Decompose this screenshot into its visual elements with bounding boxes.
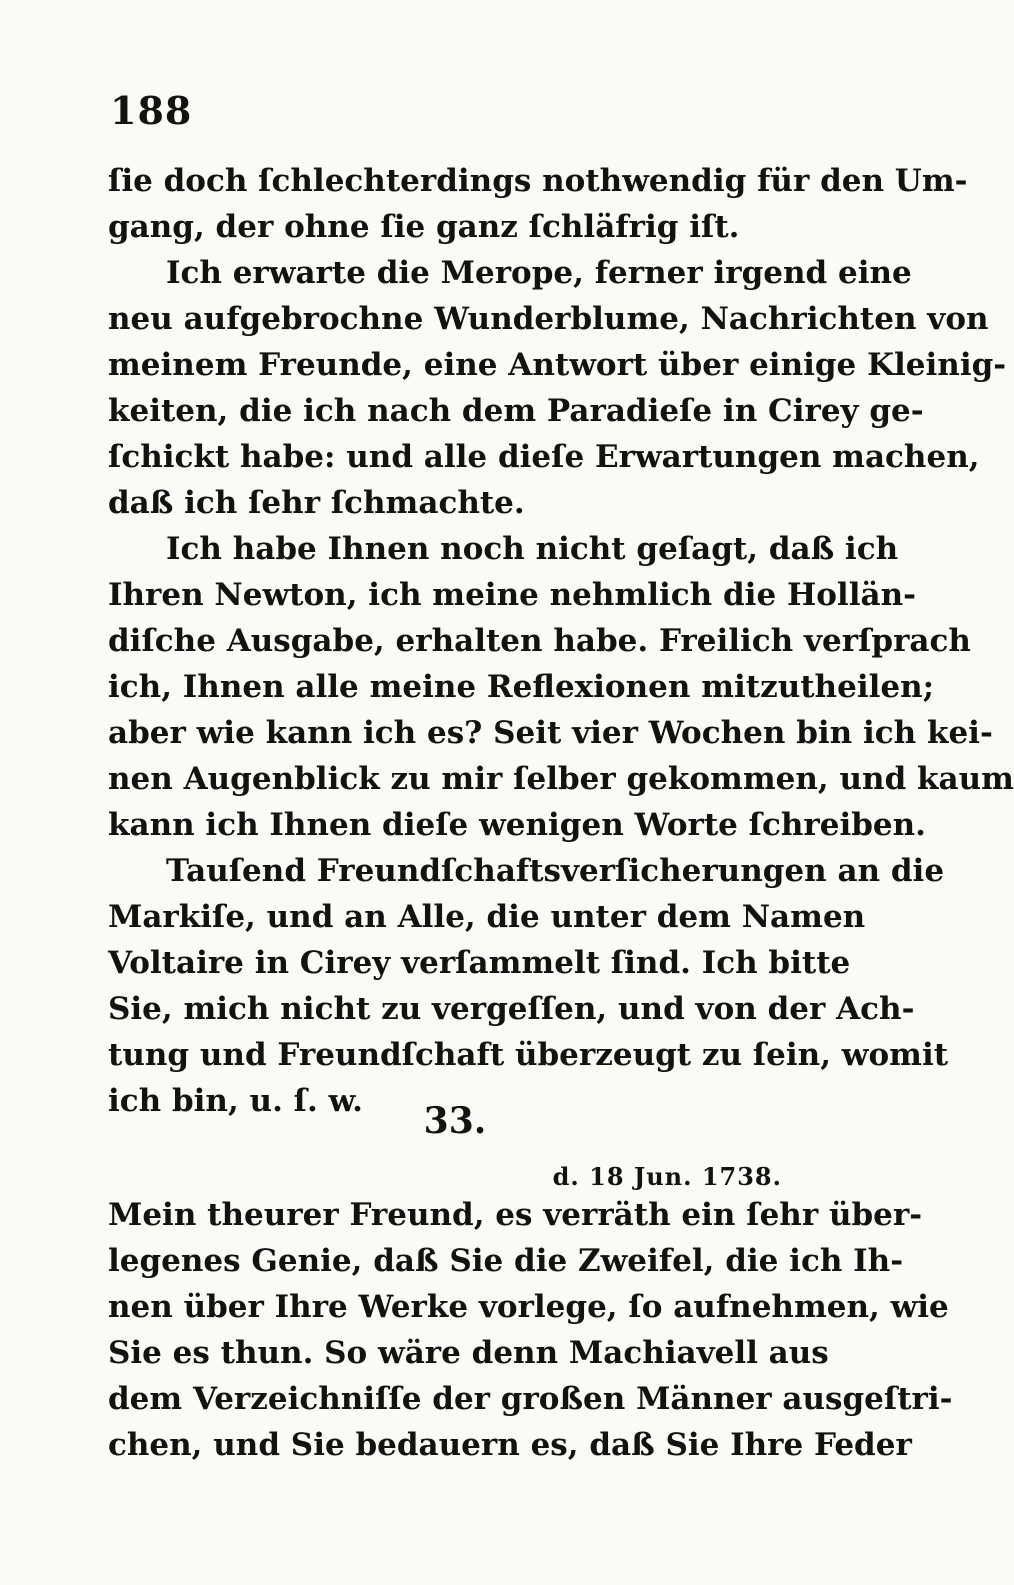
text-line: Ihren Newton, ich meine nehmlich die Hollän- (108, 577, 916, 613)
text-line: kann ich Ihnen dieſe wenigen Worte ſchreiben. (108, 807, 926, 843)
text-line: ſie doch ſchlechterdings nothwendig für den Um- (108, 163, 968, 199)
page-number: 188 (110, 88, 193, 133)
text-line: Tauſend Freundſchaftsverſicherungen an die (166, 853, 945, 889)
text-line: Markiſe, und an Alle, die unter dem Namen (108, 899, 866, 935)
text-line: meinem Freunde, eine Antwort über einige Kleinig- (108, 347, 1007, 383)
text-line: keiten, die ich nach dem Paradieſe in Cirey ge- (108, 393, 924, 429)
letter-dateline: d. 18 Jun. 1738. (552, 1162, 782, 1191)
text-line: Ich erwarte die Merope, ferner irgend eine (166, 255, 912, 291)
text-line: ſchickt habe: und alle dieſe Erwartungen machen, (108, 439, 980, 475)
text-line: Sie es thun. So wäre denn Machiavell aus (108, 1335, 829, 1371)
text-line: Ich habe Ihnen noch nicht geſagt, daß ich (166, 531, 899, 567)
letter-33-opening (108, 1192, 953, 1468)
text-line: nen über Ihre Werke vorlege, ſo aufnehmen, wie (108, 1289, 949, 1325)
text-line: legenes Genie, daß Sie die Zweifel, die ich Ih- (108, 1243, 904, 1279)
text-line: neu aufgebrochne Wunderblume, Nachrichten von (108, 301, 989, 337)
text-line: gang, der ohne ſie ganz ſchläfrig iſt. (108, 209, 740, 245)
text-line: dem Verzeichniſſe der großen Männer ausgeſtri- (108, 1381, 953, 1417)
text-line: Voltaire in Cirey verſammelt ſind. Ich bitte (108, 945, 851, 981)
text-line: ich bin, u. ſ. w. (108, 1083, 363, 1119)
text-line: daß ich ſehr ſchmachte. (108, 485, 525, 521)
text-line: Mein theurer Freund, es verräth ein ſehr über- (108, 1197, 923, 1233)
text-line: aber wie kann ich es? Seit vier Wochen bin ich kei- (108, 715, 993, 751)
letter-number-heading: 33. (423, 1100, 487, 1142)
text-line: nen Augenblick zu mir ſelber gekommen, und kaum (108, 761, 1014, 797)
text-line: diſche Ausgabe, erhalten habe. Freilich verſprach (108, 623, 971, 659)
text-line: chen, und Sie bedauern es, daß Sie Ihre Feder (108, 1427, 912, 1463)
text-line: Sie, mich nicht zu vergeſſen, und von der Ach- (108, 991, 915, 1027)
text-line: ich, Ihnen alle meine Reflexionen mitzutheilen; (108, 669, 935, 705)
letter-32-ending (108, 158, 1014, 1124)
text-line: tung und Freundſchaft überzeugt zu ſein, womit (108, 1037, 949, 1073)
